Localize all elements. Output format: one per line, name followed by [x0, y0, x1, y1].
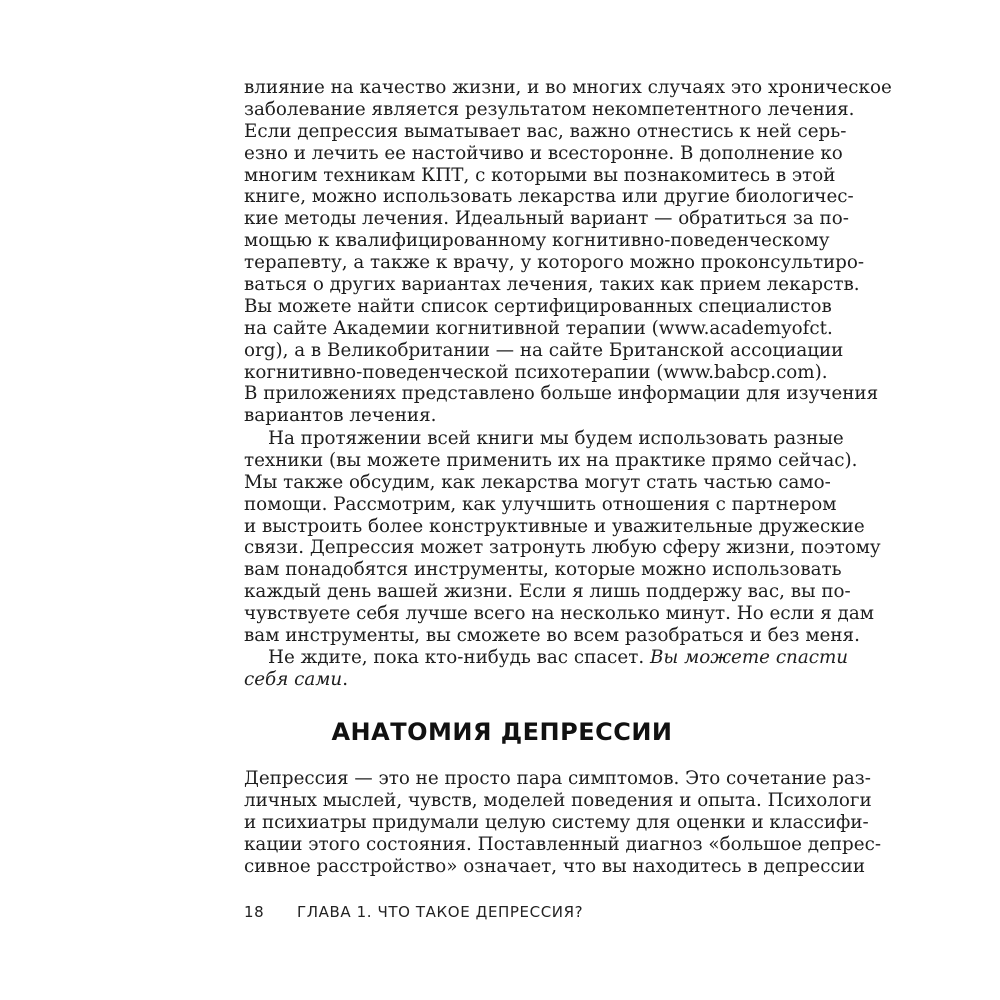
text-line: вариантов лечения. — [244, 405, 437, 427]
closing-plain-text: Не ждите, пока кто-нибудь вас спасет. — [268, 647, 650, 668]
text-line: кации этого состояния. Поставленный диагноз «большое депрес- — [244, 833, 881, 855]
paragraph-anatomy — [244, 768, 881, 877]
text-line: езно и лечить ее настойчиво и всесторонне. В дополнение ко — [244, 142, 843, 164]
text-line: Вы можете найти список сертифицированных специалистов — [244, 295, 832, 317]
text-line: вам инструменты, вы сможете во всем разобраться и без меня. — [244, 625, 860, 647]
section-heading: АНАТОМИЯ ДЕПРЕССИИ — [331, 718, 673, 746]
closing-italic-text: Вы можете спасти — [649, 647, 849, 668]
text-line: кие методы лечения. Идеальный вариант — обратиться за по- — [244, 208, 849, 230]
text-line: сивное расстройство» означает, что вы находитесь в депрессии — [244, 855, 866, 877]
text-line: Мы также обсудим, как лекарства могут стать частью само- — [244, 471, 831, 493]
text-line: мощью к квалифицированному когнитивно-поведенческому — [244, 230, 830, 252]
page-number: 18 — [244, 903, 265, 921]
text-line: заболевание является результатом некомпетентного лечения. — [244, 98, 855, 120]
text-line: терапевту, а также к врачу, у которого можно проконсультиро- — [244, 252, 865, 274]
text-line: Если депрессия выматывает вас, важно отнестись к ней серь- — [244, 120, 847, 142]
text-line: org), а в Великобритании — на сайте Британской ассоциации — [244, 339, 844, 361]
paragraph-closing — [244, 647, 849, 691]
text-line: На протяжении всей книги мы будем использовать разные — [268, 428, 844, 449]
text-line: влияние на качество жизни, и во многих случаях это хроническое — [244, 77, 892, 98]
text-line: В приложениях представлено больше информации для изучения — [244, 383, 879, 405]
text-line: на сайте Академии когнитивной терапии (www.academyofct. — [244, 317, 833, 339]
closing-period: . — [342, 668, 349, 690]
paragraph-techniques — [244, 428, 881, 647]
text-line: и психиатры придумали целую систему для оценки и классифи- — [244, 811, 869, 833]
text-line — [244, 647, 849, 669]
paragraph-treatment — [244, 77, 892, 427]
text-line — [244, 669, 760, 691]
text-line: Депрессия — это не просто пара симптомов. Это сочетание раз- — [244, 768, 871, 789]
text-line: помощи. Рассмотрим, как улучшить отношения с партнером — [244, 493, 837, 515]
page-footer — [244, 903, 760, 921]
text-line: многим техникам КПТ, с которыми вы познакомитесь в этой — [244, 164, 836, 186]
text-line: чувствуете себя лучше всего на несколько минут. Но если я дам — [244, 603, 874, 625]
text-line: когнитивно-поведенческой психотерапии (www.babcp.com). — [244, 361, 828, 383]
text-line: книге, можно использовать лекарства или другие биологичес- — [244, 186, 854, 208]
text-line: техники (вы можете применить их на практике прямо сейчас). — [244, 449, 858, 471]
text-line: каждый день вашей жизни. Если я лишь поддержу вас, вы по- — [244, 581, 851, 603]
text-line: личных мыслей, чувств, моделей поведения и опыта. Психологи — [244, 789, 872, 811]
text-line: вам понадобятся инструменты, которые можно использовать — [244, 559, 842, 581]
text-line: ваться о других вариантах лечения, таких как прием лекарств. — [244, 274, 860, 296]
text-line: связи. Депрессия может затронуть любую сферу жизни, поэтому — [244, 537, 881, 559]
running-title: ГЛАВА 1. ЧТО ТАКОЕ ДЕПРЕССИЯ? — [297, 903, 584, 921]
text-line: и выстроить более конструктивные и уважительные дружеские — [244, 515, 865, 537]
closing-italic-text: себя сами — [244, 668, 343, 690]
